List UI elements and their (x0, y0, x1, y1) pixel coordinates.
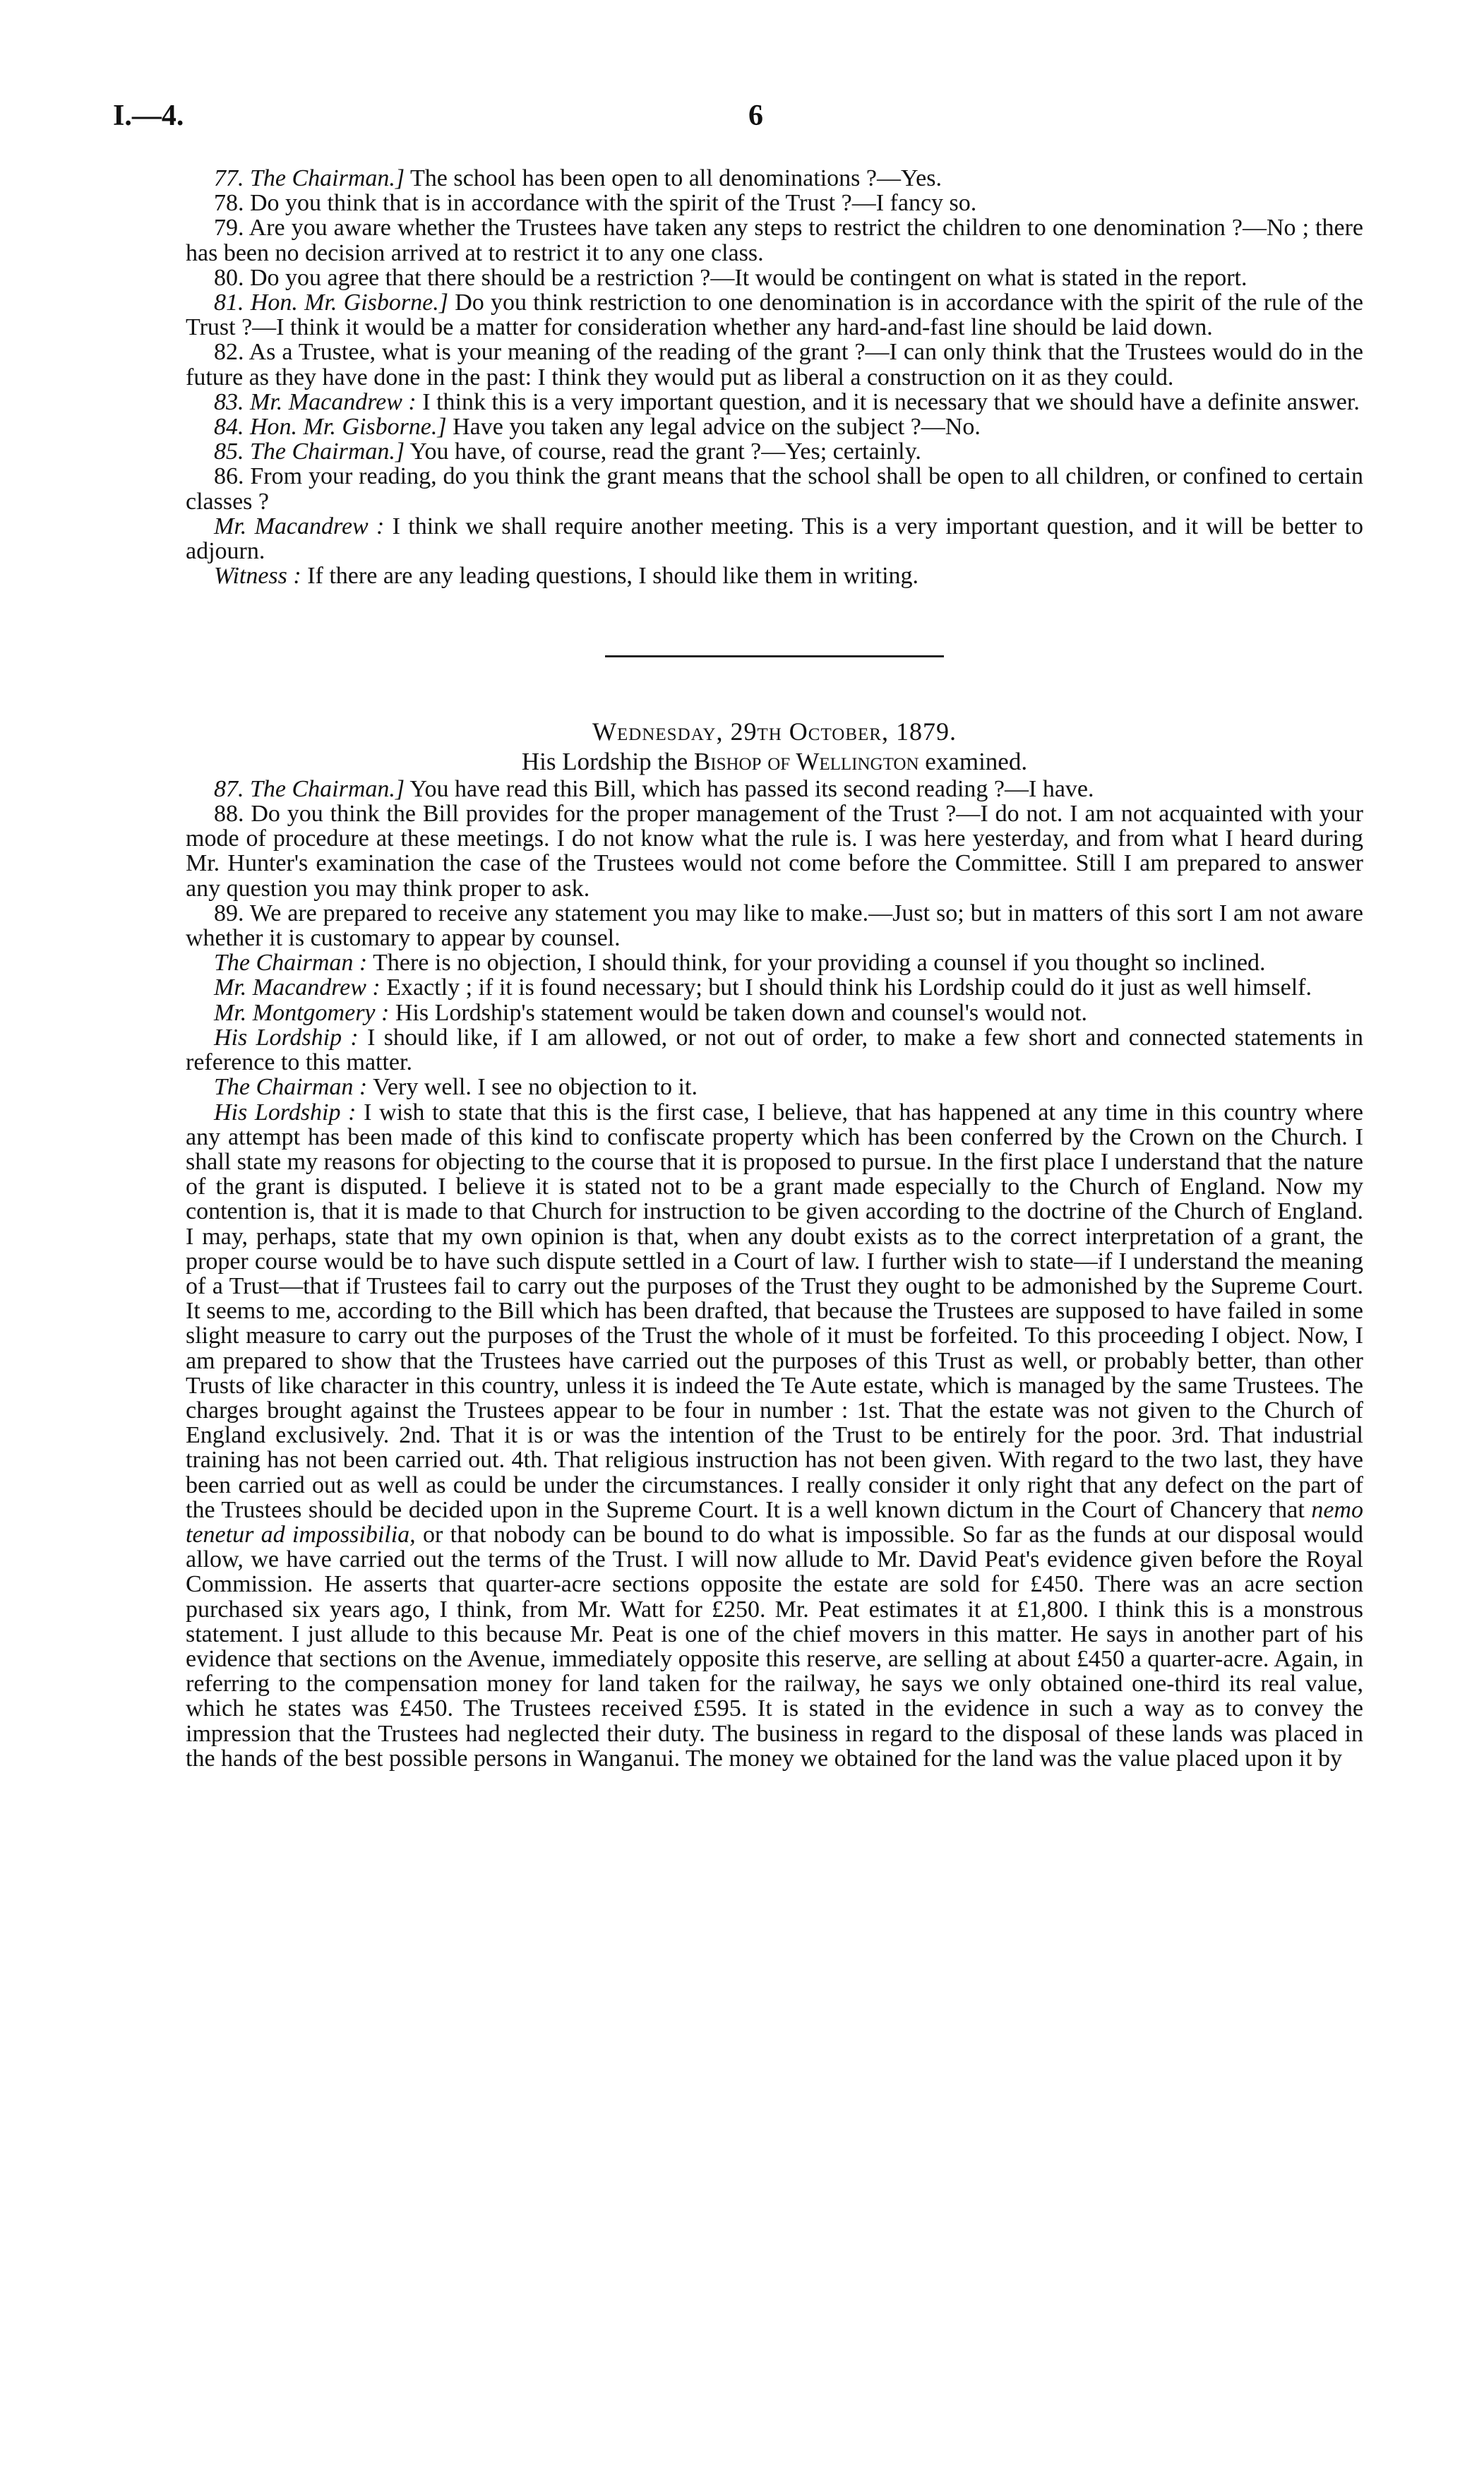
paragraph (186, 340, 1363, 389)
evidence-section-1 (186, 166, 1363, 588)
paragraph (186, 777, 1363, 801)
paragraph (186, 801, 1363, 901)
paragraph-text: 82. As a Trustee, what is your meaning of the reading of the grant ?—I can only think that the Trustees would do in the future as they have done in the past: I think they would put as liberal a construction on it as they could. (186, 339, 1363, 390)
witness-heading-prefix: His Lordship the (521, 747, 694, 775)
paragraph-text: 88. Do you think the Bill provides for the proper management of the Trust ?—I do not. I am not acquainted with your mode of procedure at these meetings. I do not know what the rule is. I was here yesterday, and from what I heard during Mr. Hunter's examination the case of the Trustees would not come before the Committee. Still I am prepared to answer any question you may think proper to ask. (186, 801, 1363, 902)
paragraph-text: Have you taken any legal advice on the subject ?—No. (446, 414, 981, 441)
latin-maxim: nemo tenetur ad impossibilia, (186, 1496, 1363, 1548)
paragraph-text: 79. Are you aware whether the Trustees have taken any steps to restrict the children to one denomination ?—No ; there has been no decision arrived at to restrict it to any one class. (186, 215, 1363, 266)
paragraph (186, 290, 1363, 340)
paragraph (186, 215, 1363, 265)
paragraph (186, 414, 1363, 439)
paragraph-text: There is no objection, I should think, for your providing a counsel if you thought so inclined. (367, 950, 1266, 977)
speaker: 84. Hon. Mr. Gisborne.] (214, 414, 447, 441)
date-heading: Wednesday, 29th October, 1879. (592, 717, 957, 746)
speaker: His Lordship : (214, 1099, 357, 1126)
paragraph (186, 464, 1363, 513)
speaker: The Chairman : (214, 1074, 368, 1101)
paragraph-text: His Lordship's statement would be taken down and counsel's would not. (389, 999, 1088, 1026)
speaker: Mr. Macandrew : (214, 513, 385, 539)
paragraph (186, 1075, 1363, 1099)
paragraph (186, 390, 1363, 414)
paragraph (186, 950, 1363, 975)
paragraph (186, 514, 1363, 563)
paragraph (186, 975, 1363, 1000)
paragraph-text: 89. We are prepared to receive any statement you may like to make.—Just so; but in matters of this sort I am not aware whether it is customary to appear by counsel. (186, 900, 1363, 952)
paragraph (186, 1001, 1363, 1025)
speaker: The Chairman : (214, 950, 368, 977)
paragraph-text: I should like, if I am allowed, or not out of order, to make a few short and connected statements in reference to this matter. (186, 1024, 1363, 1076)
paragraph-text: 80. Do you agree that there should be a restriction ?—It would be contingent on what is stated in the report. (214, 264, 1247, 291)
page-header (113, 99, 1384, 141)
evidence-section-2 (186, 777, 1363, 1771)
paragraph-text: Very well. I see no objection to it. (367, 1074, 698, 1101)
speaker: Mr. Macandrew : (214, 974, 381, 1001)
paragraph-text: I wish to state that this is the first case, I believe, that has happened at any time in this country where any attempt has been made of this kind to confiscate property which has been conferred by the Crown on the Church. I shall state my reasons for objecting to the course that it is proposed to pursue. In the first place I understand that the nature of the grant is disputed. I believe it is stated not to be a grant made especially to the Church of England. Now my contention is, that it is made to that Church for instruction to be given according to the doctrine of the Church of England. I may, perhaps, state that my own opinion is that, when any doubt exists as to the correct interpretation of a grant, the proper course would be to have such dispute settled in a Court of law. I further wish to state—if I understand the meaning of a Trust—that if Trustees fail to carry out the purposes of the Trust they ought to be admonished by the Supreme Court. It seems to me, according to the Bill which has been drafted, that because the Trustees are supposed to have failed in some slight measure to carry out the purposes of the Trust the whole of it must be forfeited. To this proceeding I object. Now, I am prepared to show that the Trustees have carried out the purposes of this Trust as well, or probably better, than other Trusts of like character in this country, unless it is indeed the Te Aute estate, which is managed by the same Trustees. The charges brought against the Trustees appear to be four in number : 1st. That the estate was not given to the Church of England exclusively. 2nd. That it is or was the intention of the Trust to be entirely for the poor. 3rd. That industrial training has not been carried out. 4th. That religious instruction has not been given. With regard to the two last, they have been carried out as well as could be under the circumstances. I really consider it only right that any defect on the part of the Trustees should be decided upon in the Supreme Court. It is a well known dictum in the Court of Chancery that (186, 1099, 1363, 1523)
speaker: 87. The Chairman.] (214, 775, 405, 802)
paragraph (186, 166, 1363, 191)
page-number: 6 (748, 100, 763, 132)
paragraph-text: I think we shall require another meeting. This is a very important question, and it will be better to adjourn. (186, 513, 1363, 565)
paragraph (186, 191, 1363, 215)
paragraph-text: I think this is a very important question, and it is necessary that we should have a definite answer. (416, 388, 1360, 415)
paragraph-text: Do you think restriction to one denomination is in accordance with the spirit of the rule of the Trust ?—I think it would be a matter for consideration whether any hard-and-fast line should be laid down. (186, 290, 1363, 341)
section-divider (605, 655, 944, 657)
witness-heading (186, 749, 1363, 774)
paragraph (186, 265, 1363, 290)
speaker: His Lordship : (214, 1024, 359, 1051)
bishop-statement (186, 1100, 1363, 1771)
speaker: 85. The Chairman.] (214, 438, 405, 465)
paragraph-text: The school has been open to all denominations ?—Yes. (405, 165, 942, 191)
speaker: 81. Hon. Mr. Gisborne.] (214, 290, 448, 316)
paragraph-text: Exactly ; if it is found necessary; but I should think his Lordship could do it just as well himself. (380, 974, 1312, 1001)
speaker: Mr. Montgomery : (214, 999, 390, 1026)
paragraph-text: or that nobody can be bound to do what is impossible. So far as the funds at our disposal would allow, we have carried out the terms of the Trust. I will now allude to Mr. David Peat's evidence given before the Royal Commission. He asserts that quarter-acre sections opposite the estate are sold for £450. There was an acre section purchased six years ago, I think, from Mr. Watt for £250. Mr. Peat estimates it at £1,800. I think this is a monstrous statement. I just allude to this because Mr. Peat is one of the chief movers in this matter. He says in another part of his evidence that sections on the Avenue, immediately opposite this reserve, are selling at about £450 a quarter-acre. Again, in referring to the compensation money for land taken for the railway, he says we only obtained one-third its real value, which he states was £450. The Trustees received £595. It is stated in the evidence in such a way as to convey the impression that the Trustees had neglected their duty. The business in regard to the disposal of these lands was placed in the hands of the best possible persons in Wanganui. The money we obtained for the land was the value placed upon it by (186, 1521, 1363, 1772)
paragraph (186, 439, 1363, 464)
paragraph-text: If there are any leading questions, I should like them in writing. (301, 563, 919, 590)
speaker: 83. Mr. Macandrew : (214, 388, 417, 415)
paragraph (186, 563, 1363, 588)
paragraph (186, 901, 1363, 950)
paragraph-text: You have, of course, read the grant ?—Yes; certainly. (405, 438, 921, 465)
paragraph-text: You have read this Bill, which has passed its second reading ?—I have. (405, 775, 1094, 802)
witness-name: Bishop of Wellington (693, 747, 919, 775)
speaker: Witness : (214, 563, 301, 590)
witness-heading-suffix: examined. (918, 747, 1028, 775)
paragraph (186, 1025, 1363, 1075)
document-reference: I.—4. (113, 100, 184, 132)
paragraph-text: 86. From your reading, do you think the grant means that the school shall be open to all children, or confined to certain classes ? (186, 463, 1363, 515)
text-column (186, 166, 1363, 1771)
paragraph-text: 78. Do you think that is in accordance with the spirit of the Trust ?—I fancy so. (214, 190, 977, 217)
speaker: 77. The Chairman.] (214, 165, 405, 191)
